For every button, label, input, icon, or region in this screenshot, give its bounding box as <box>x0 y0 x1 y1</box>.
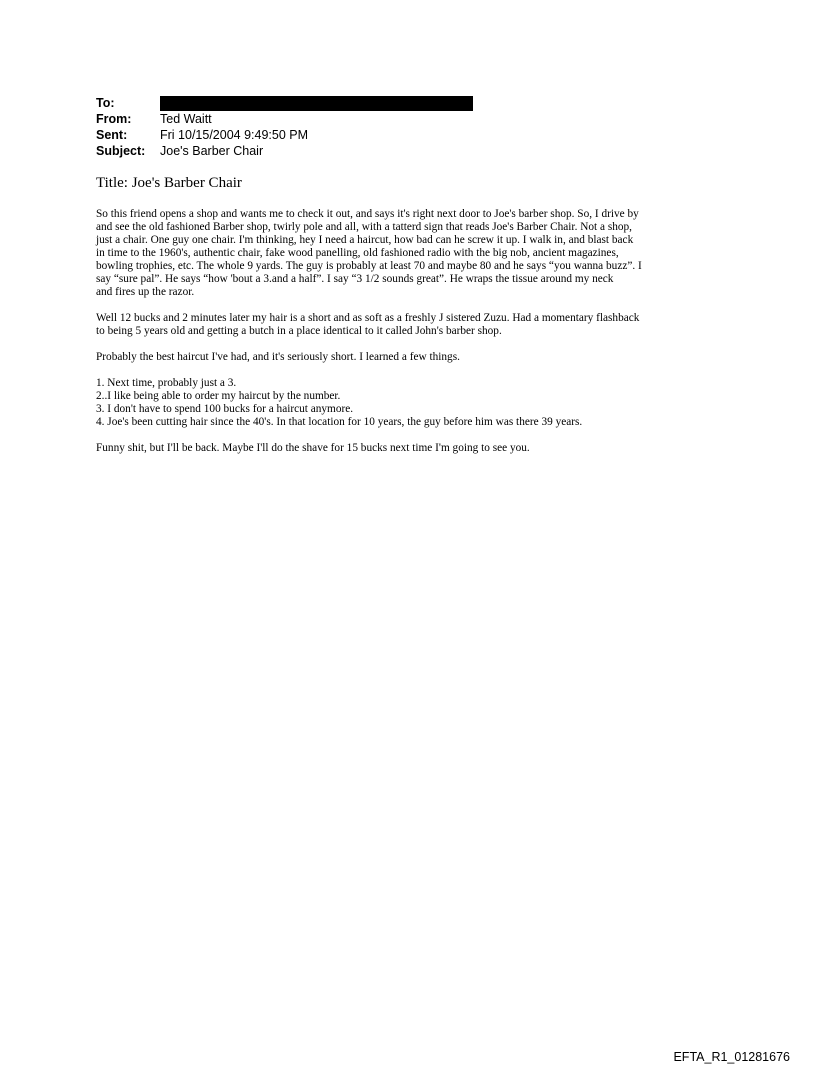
paragraph-line: Well 12 bucks and 2 minutes later my hair is a short and as soft as a freshly J sistered Zuzu. Had a momentary flashback <box>96 312 640 324</box>
sent-row <box>96 127 473 143</box>
paragraph-1 <box>96 208 728 299</box>
paragraph-line: say “sure pal”. He says “how 'bout a 3.and a half”. I say “3 1/2 sounds great”. He wraps the tissue around my neck <box>96 273 614 285</box>
from-row <box>96 111 473 127</box>
from-label: From: <box>96 112 132 126</box>
sent-value: Fri 10/15/2004 9:49:50 PM <box>160 128 309 142</box>
sent-label: Sent: <box>96 128 128 142</box>
paragraph-line: to being 5 years old and getting a butch in a place identical to it called John's barber shop. <box>96 325 502 337</box>
paragraph-line: bowling trophies, etc. The whole 9 yards. The guy is probably at least 70 and maybe 80 and he says “you wanna buzz”. I <box>96 260 642 272</box>
email-body <box>96 208 728 468</box>
document-id: EFTA_R1_01281676 <box>673 1050 790 1064</box>
list-item: 4. Joe's been cutting hair since the 40's. In that location for 10 years, the guy before him was there 39 years. <box>96 416 583 428</box>
subject-label: Subject: <box>96 144 146 158</box>
paragraph-3: Probably the best haircut I've had, and it's seriously short. I learned a few things. <box>96 351 460 363</box>
paragraph-line: and fires up the razor. <box>96 286 195 298</box>
paragraph-line: So this friend opens a shop and wants me to check it out, and says it's right next door to Joe's barber shop. So, I drive by <box>96 208 639 220</box>
paragraph-line: and see the old fashioned Barber shop, twirly pole and all, with a tatterd sign that reads Joe's Barber Chair. Not a shop, <box>96 221 632 233</box>
redaction-bar <box>160 96 473 111</box>
paragraph-4: Funny shit, but I'll be back. Maybe I'll do the shave for 15 bucks next time I'm going to see you. <box>96 442 530 454</box>
numbered-list <box>96 377 728 429</box>
email-header <box>96 95 473 159</box>
to-row <box>96 95 473 111</box>
paragraph-line: in time to the 1960's, authentic chair, fake wood panelling, old fashioned radio with the big nob, ancient magazines, <box>96 247 619 259</box>
subject-row <box>96 143 473 159</box>
subject-value: Joe's Barber Chair <box>160 144 264 158</box>
list-item: 1. Next time, probably just a 3. <box>96 377 237 389</box>
list-item: 3. I don't have to spend 100 bucks for a haircut anymore. <box>96 403 354 415</box>
document-title: Title: Joe's Barber Chair <box>96 175 242 191</box>
from-value: Ted Waitt <box>160 112 212 126</box>
to-label: To: <box>96 96 115 110</box>
list-item: 2..I like being able to order my haircut by the number. <box>96 390 341 402</box>
paragraph-line: just a chair. One guy one chair. I'm thinking, hey I need a haircut, how bad can he screw it up. I walk in, and blast back <box>96 234 634 246</box>
paragraph-2 <box>96 312 728 338</box>
